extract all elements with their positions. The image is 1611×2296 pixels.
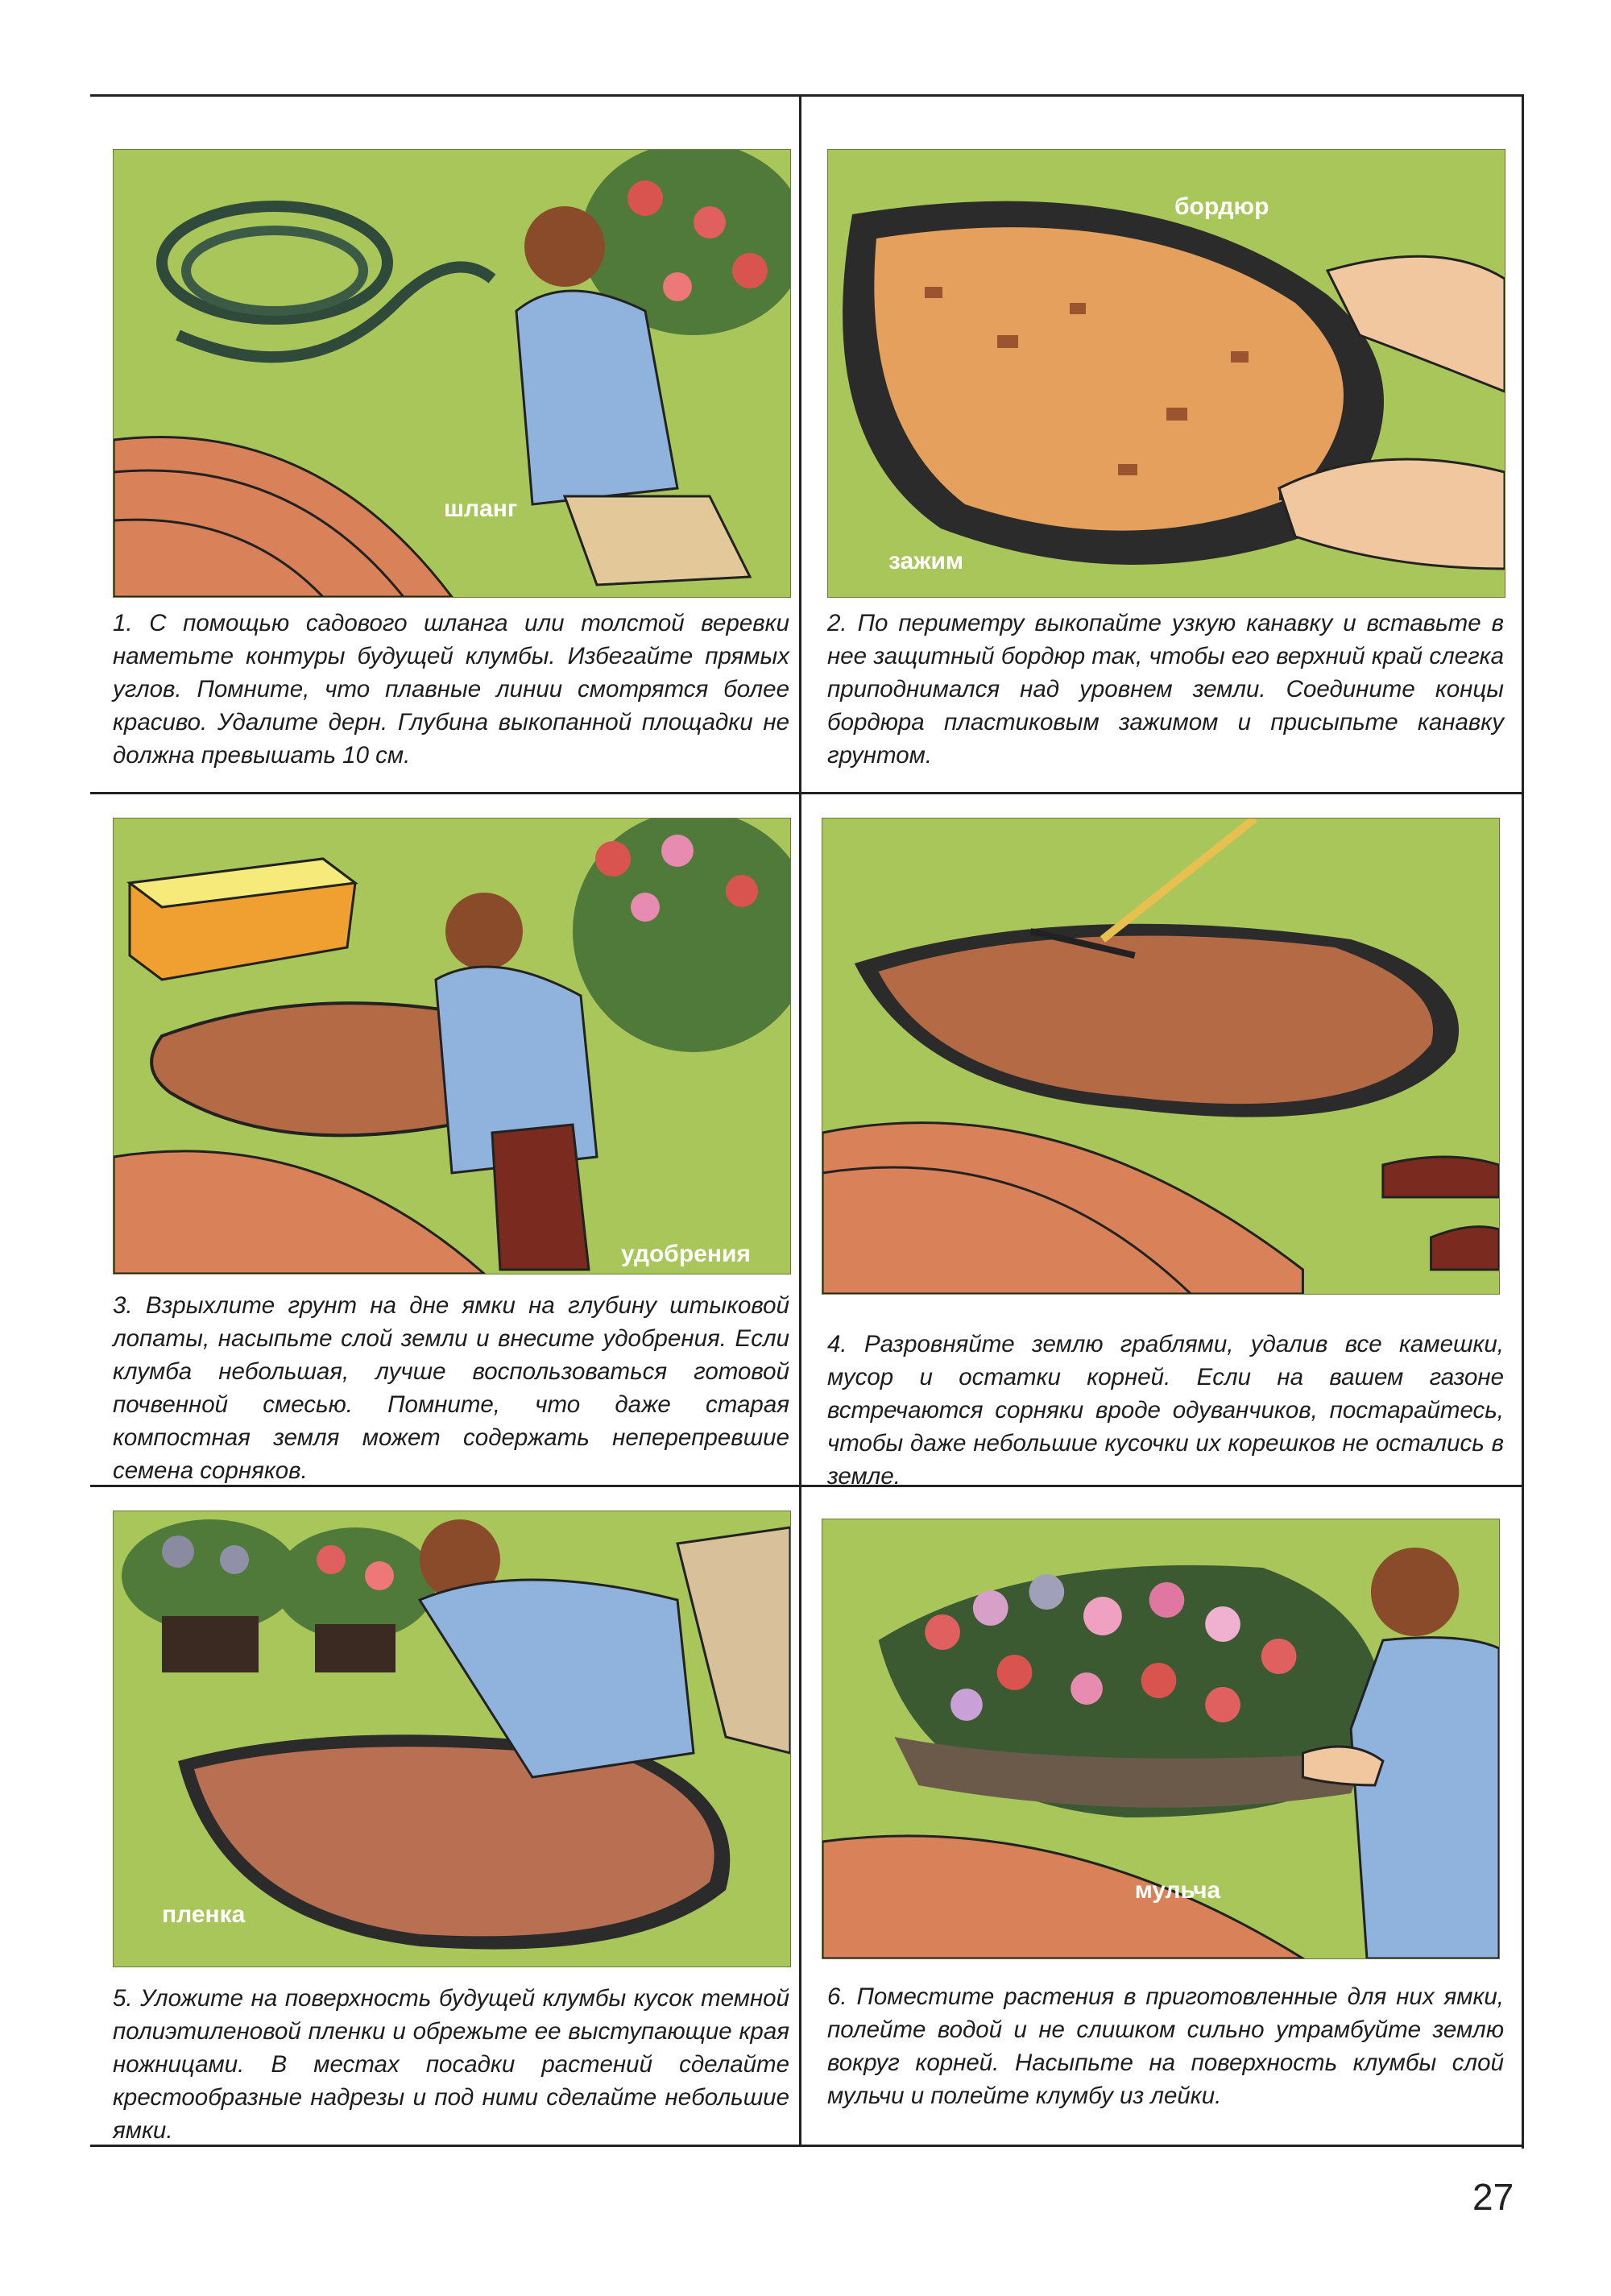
border-label: бордюр	[1174, 193, 1269, 220]
illustration-6	[822, 1519, 1500, 1959]
film-label: пленка	[162, 1901, 246, 1928]
clip-label: зажим	[888, 548, 964, 574]
column-divider	[799, 94, 801, 2145]
caption-6: 6. Поместите растения в приготовленные для них ямки, полейте водой и не слишком сильно утрамбуйте землю вокруг корней. Насыпьте на поверхность клумбы слой мульчи и полейте клумбу из лейки.	[827, 1983, 1504, 2109]
hose-label: шланг	[444, 495, 518, 522]
illustration-2	[827, 149, 1505, 598]
caption-4: 4. Разровняйте землю граблями, удалив все камешки, мусор и остатки корней. Если на вашем газоне встречаются сорняки вроде одуванчиков, постарайтесь, чтобы даже небольшие кусочки их корешков не остались в земле.	[827, 1331, 1504, 1490]
caption-1: 1. С помощью садового шланга или толстой веревки наметьте контуры будущей клумбы. Избегайте прямых углов. Помните, что плавные линии смотрятся более красиво. Удалите дерн. Глубина выкопанной площадки не должна превышать 10 см.	[113, 610, 789, 769]
page-number: 27	[1472, 2176, 1514, 2218]
row-divider-1	[90, 792, 1524, 794]
caption-5: 5. Уложите на поверхность будущей клумбы кусок темной полиэтиленовой пленки и обрежьте ее выступающие края ножницами. В местах посадки растений сделайте крестообразные надрезы и под ними сделайте небольшие ямки.	[113, 1985, 789, 2144]
caption-3: 3. Взрыхлите грунт на дне ямки на глубину штыковой лопаты, насыпьте слой земли и внесите удобрения. Если клумба небольшая, лучше воспользоваться готовой почвенной смесью. Помните, что даже старая компостная земля может содержать неперепревшие семена сорняков.	[113, 1292, 789, 1484]
caption-2: 2. По периметру выкопайте узкую канавку и вставьте в нее защитный бордюр так, чтобы его верхний край слегка приподнимался над уровнем земли. Соедините концы бордюра пластиковым зажимом и присыпьте канавку грунтом.	[827, 610, 1504, 769]
illustration-5	[113, 1511, 791, 1967]
illustration-4	[822, 818, 1500, 1295]
mulch-label: мульча	[1134, 1876, 1221, 1904]
fertilizer-label: удобрения	[621, 1241, 751, 1267]
illustration-3	[113, 818, 791, 1274]
illustration-1	[113, 149, 791, 598]
